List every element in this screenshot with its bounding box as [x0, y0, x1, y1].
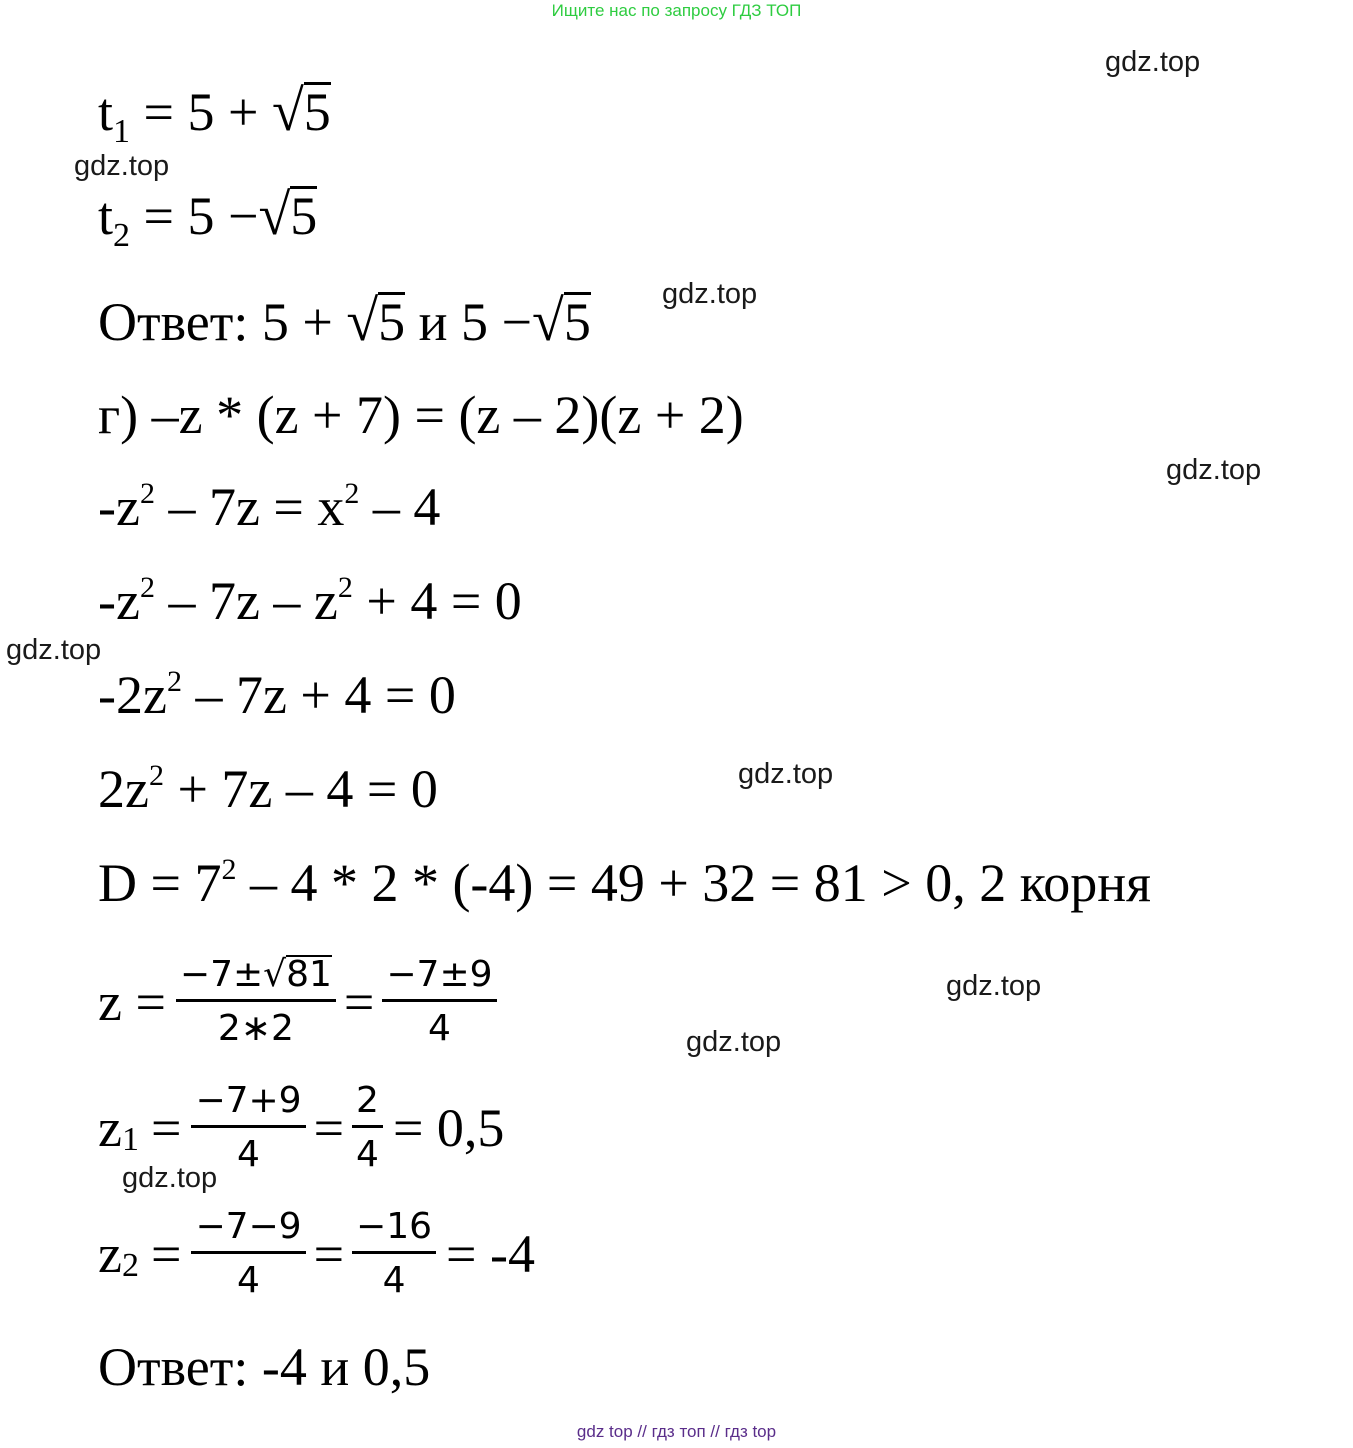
equation-line-3: $-2z^2 - 7z + 4 = 0$ — [98, 665, 456, 725]
sqrt-symbol: √ — [271, 78, 304, 143]
equation-t1: $t_1 = 5 + √5$ — [98, 78, 331, 150]
fraction: $\frac{-7\pm 9}{4}$ — [382, 954, 496, 1050]
watermark: gdz.top — [122, 1162, 218, 1194]
top-banner[interactable]: Ищите нас по запросу ГДЗ ТОП — [551, 1, 802, 20]
fraction: $\frac{-7\pm√81}{2∗2}$ — [176, 954, 336, 1050]
fraction: $\frac{-7-9}{4}$ — [191, 1206, 305, 1302]
watermark: gdz.top — [738, 758, 834, 790]
watermark: gdz.top — [1166, 454, 1262, 486]
watermark: gdz.top — [686, 1026, 782, 1058]
watermark: gdz.top — [662, 278, 758, 310]
z-formula: z = $\frac{-7\pm√81}{2∗2}$ = $\frac{-7\pm 9}{4}$ — [98, 954, 497, 1050]
z2-formula: z 2 = $\frac{-7-9}{4}$ = $\frac{-16}{4}$ = -4 — [98, 1206, 535, 1302]
footer-links[interactable]: gdz top // гдз топ // гдз top — [576, 1422, 777, 1441]
sqrt-symbol: √ — [346, 288, 379, 353]
fraction: $\frac{2}{4}$ — [352, 1080, 383, 1176]
z1-formula: z 1 = $\frac{-7+9}{4}$ = $\frac{2}{4}$ = 0,5 — [98, 1080, 505, 1176]
equation-g: г) –z * (z + 7) = (z – 2)(z + 2) — [98, 385, 744, 445]
sqrt-symbol: √ — [258, 182, 291, 247]
answer-2: Ответ: -4 и 0,5 — [98, 1337, 431, 1397]
answer-1: Ответ: 5 + √5 и 5 −√5 — [98, 288, 591, 353]
watermark: gdz.top — [1105, 46, 1201, 78]
equation-t2: $t_2 = 5 -√5$ — [98, 182, 318, 254]
fraction: $\frac{-7+9}{4}$ — [191, 1080, 305, 1176]
sqrt-symbol: √ — [532, 288, 564, 353]
watermark: gdz.top — [946, 970, 1042, 1002]
fraction: $\frac{-16}{4}$ — [352, 1206, 436, 1302]
equation-line-2: $-z^2 - 7z - z^2 + 4 = 0$ — [98, 571, 522, 631]
equation-line-4: $2z^2 + 7z - 4 = 0$ — [98, 759, 438, 819]
watermark: gdz.top — [6, 634, 102, 666]
watermark: gdz.top — [74, 150, 170, 182]
discriminant: $D = 7^2 - 4 * 2 * (-4) = 49 + 32 = 81 > 0$, 2 корня — [98, 853, 1151, 913]
equation-line-1: $-z^2 - 7z = x^2 - 4$ — [98, 477, 441, 537]
